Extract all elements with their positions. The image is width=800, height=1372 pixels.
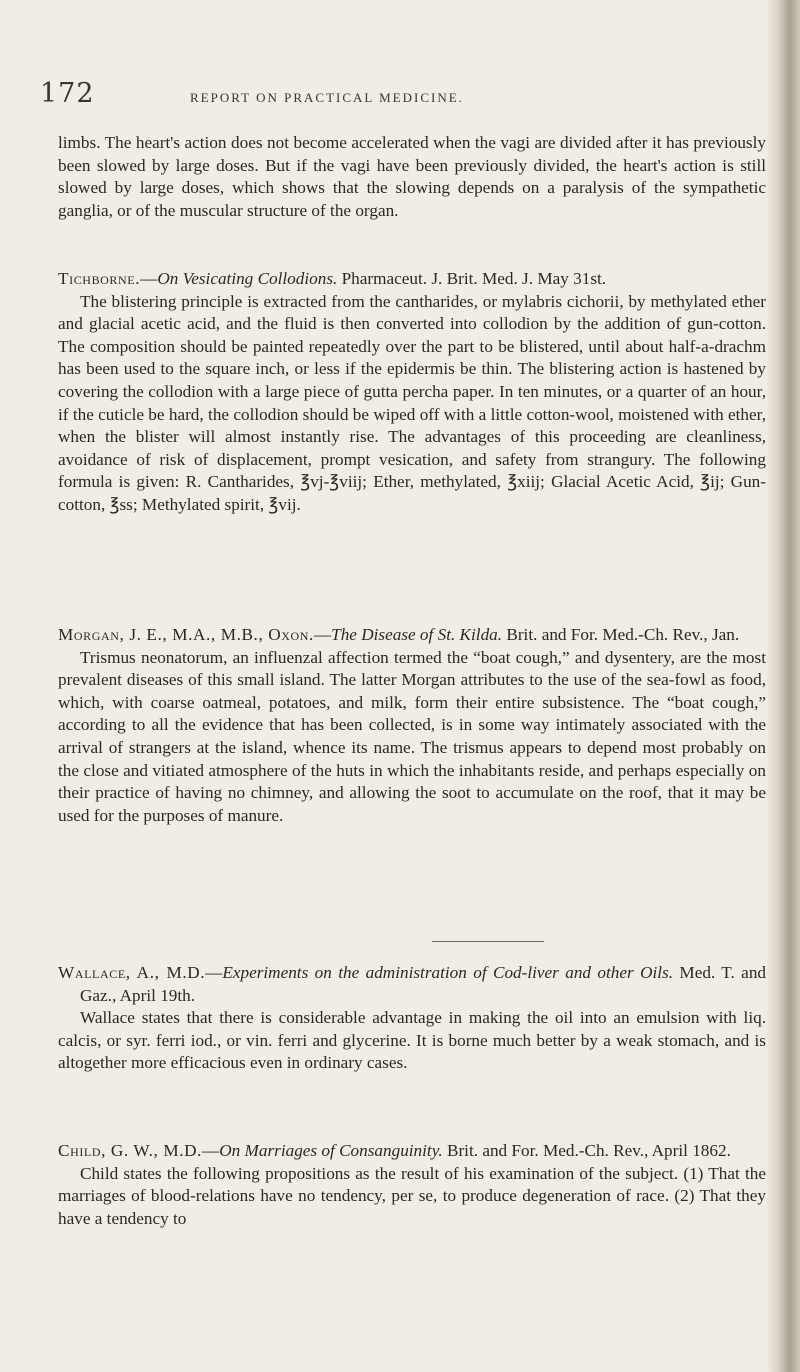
entry-author: Child, G. W., M.D. <box>58 1141 203 1160</box>
continuation-text: limbs. The heart's action does not become accelerated when the vagi are divided after it has previously been slowed by large doses. But if the vagi have been previously divided, the heart's action is still slowed by large doses, which shows that the slowing depends on a paralysis of the sympathetic ganglia, or of the muscular structure of the organ. <box>58 133 766 220</box>
page-number: 172 <box>40 78 95 109</box>
entry-title: The Disease of St. Kilda. <box>331 625 503 644</box>
entry-title: On Vesicating Collodions. <box>157 269 338 288</box>
entry-author: Tichborne. <box>58 269 141 288</box>
running-head: REPORT ON PRACTICAL MEDICINE. <box>190 90 464 105</box>
entry-citation: Med. T. and Gaz., April 19th. <box>80 963 767 1005</box>
entry-author: Morgan, J. E., M.A., M.B., Oxon. <box>58 625 314 644</box>
entry-child <box>58 1140 766 1230</box>
page-header <box>40 78 780 108</box>
entry-heading: Child, G. W., M.D.—On Marriages of Consanguinity. Brit. and For. Med.-Ch. Rev., April 1862. <box>58 1141 731 1160</box>
entry-title: On Marriages of Consanguinity. <box>219 1141 443 1160</box>
entry-citation: Brit. and For. Med.-Ch. Rev., Jan. <box>506 625 740 644</box>
entry-heading: Tichborne.—On Vesicating Collodions. Pharmaceut. J. Brit. Med. J. May 31st. <box>58 269 607 288</box>
page-edge-shadow <box>766 0 800 1372</box>
entry-author: Wallace, A., M.D. <box>58 963 206 982</box>
entry-body: Child states the following propositions as the result of his examination of the subject. (1) That the marriages of blood-relations have no tendency, per se, to produce degeneration of race. (2) That they have a tendency to <box>58 1163 766 1228</box>
entry-citation: Pharmaceut. J. Brit. Med. J. May 31st. <box>341 269 607 288</box>
continuation-paragraph <box>58 132 766 222</box>
entry-heading: Wallace, A., M.D.—Experiments on the administration of Cod-liver and other Oils. Med. T. and Gaz., April 19th. <box>58 963 767 1005</box>
entry-wallace <box>58 962 766 1075</box>
entry-body: Trismus neonatorum, an influenzal affection termed the “boat cough,” and dysentery, are the most prevalent diseases of this small island. The latter Morgan attributes to the use of the sea-fowl as food, which, with coarse oatmeal, potatoes, and milk, form their entire subsistence. The “boat cough,” according to all the evidence that has been collected, is in some way intimately associated with the arrival of strangers at the island, whence its name. The trismus appears to depend most probably on the close and vitiated atmosphere of the huts in which the inhabitants reside, and perhaps especially on their practice of having no chimney, and allowing the soot to accumulate on the roof, that it may be used for the purposes of manure. <box>58 647 766 825</box>
entry-body: Wallace states that there is considerable advantage in making the oil into an emulsion with liq. calcis, or syr. ferri iod., or vin. ferri and glycerine. It is borne much better by a weak stomach, and is altogether more efficacious even in ordinary cases. <box>58 1008 766 1073</box>
section-separator <box>432 941 544 942</box>
entry-title: Experiments on the administration of Cod-liver and other Oils. <box>222 963 674 982</box>
entry-heading: Morgan, J. E., M.A., M.B., Oxon.—The Disease of St. Kilda. Brit. and For. Med.-Ch. Rev., Jan. <box>58 625 740 644</box>
entry-morgan <box>58 624 766 827</box>
entry-body: The blistering principle is extracted from the cantharides, or mylabris cichorii, by methylated ether and glacial acetic acid, and the fluid is then converted into collodion by the addition of gun-cotton. The composition should be painted repeatedly over the part to be blistered, until about half-a-drachm has been used to the square inch, or less if the epidermis be thin. The blistering action is hastened by covering the collodion with a large piece of gutta percha paper. In ten minutes, or a quarter of an hour, if the cuticle be hard, the collodion should be wiped off with a little cotton-wool, moistened with ether, when the blister will almost instantly rise. The advantages of this proceeding are cleanliness, avoidance of risk of displacement, prompt vesication, and safety from strangury. The following formula is given: R. Cantharides, ℥vj-℥viij; Ether, methylated, ℥xiij; Glacial Acetic Acid, ℥ij; Gun-cotton, ℥ss; Methylated spirit, ℥vij. <box>58 291 766 514</box>
entry-tichborne <box>58 268 766 517</box>
entry-citation: Brit. and For. Med.-Ch. Rev., April 1862. <box>446 1141 731 1160</box>
